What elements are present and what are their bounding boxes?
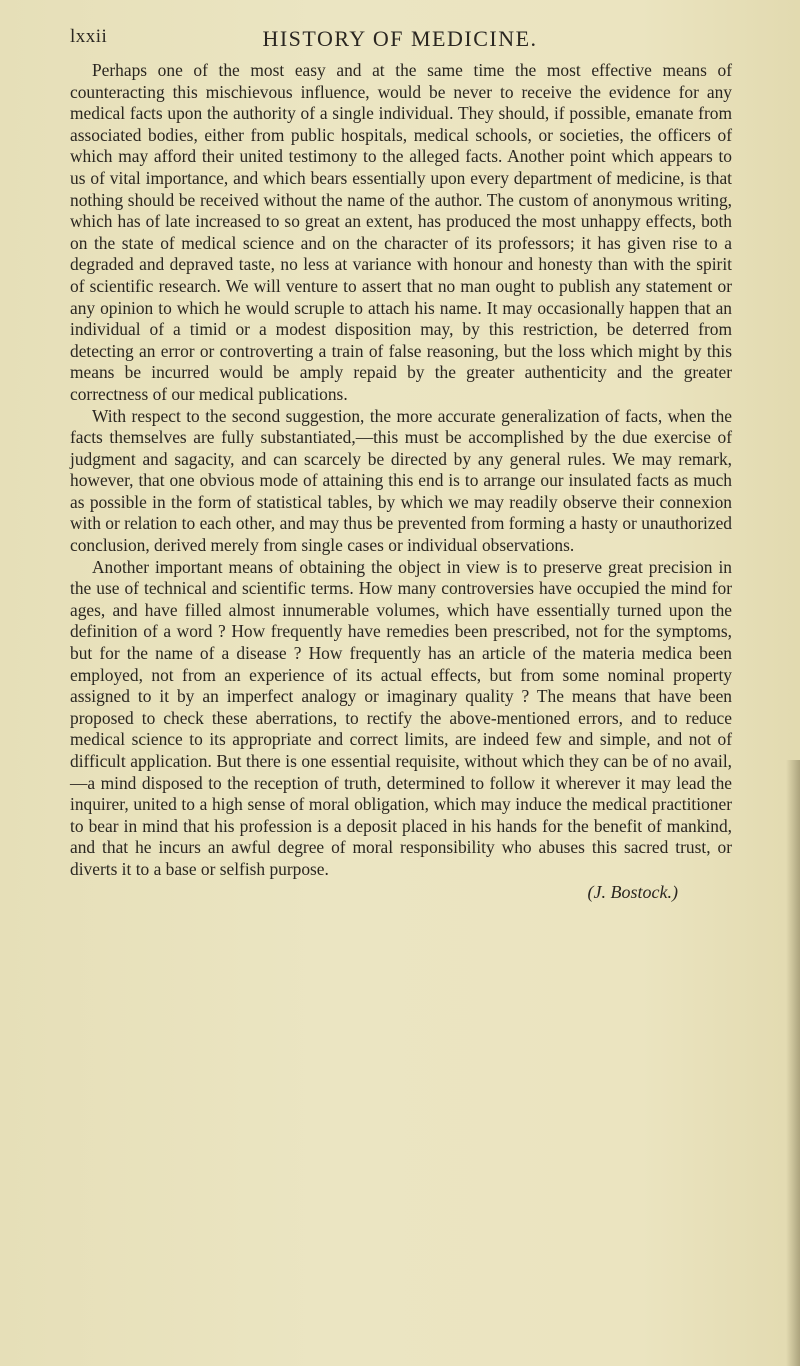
body-text bbox=[70, 60, 732, 903]
author-signature: (J. Bostock.) bbox=[587, 881, 678, 902]
running-head bbox=[70, 26, 730, 52]
paragraph: Perhaps one of the most easy and at the same time the most effective means of counteracting this mischievous influence, would be never to receive the evidence for any medical facts upon the authority of a single individual. They should, if possible, emanate from associated bodies, either from public hospitals, medical schools, or societies, the officers of which may afford their united testimony to the alleged facts. Another point which appears to us of vital importance, and which bears essentially upon every department of medicine, is that nothing should be received without the name of the author. The custom of anonymous writing, which has of late increased to so great an extent, has produced the most unhappy effects, both on the state of medical science and on the character of its professors; it has given rise to a degraded and depraved taste, no less at variance with honour and honesty than with the spirit of scientific research. We will venture to assert that no man ought to publish any statement or any opinion to which he would scruple to attach his name. It may occasionally happen that an individual of a timid or a modest disposition may, by this restriction, be deterred from detecting an error or controverting a train of false reasoning, but the loss which might by this means be incurred would be amply repaid by the greater authenticity and the greater correctness of our medical publications. bbox=[70, 60, 732, 404]
page-edge-shadow bbox=[786, 760, 800, 1366]
running-title: HISTORY OF MEDICINE. bbox=[262, 26, 538, 51]
paragraph: With respect to the second suggestion, the more accurate generalization of facts, when the facts themselves are fully substantiated,—this must be accomplished by the due exercise of judgment and sagacity, and can scarcely be directed by any general rules. We may remark, however, that one obvious mode of attaining this end is to arrange our insulated facts as much as possible in the form of statistical tables, by which we may readily observe their connexion with or relation to each other, and may thus be prevented from forming a hasty or unauthorized conclusion, derived merely from single cases or individual observations. bbox=[70, 405, 732, 556]
paragraph: Another important means of obtaining the object in view is to preserve great precision in the use of technical and scientific terms. How many controversies have occupied the mind for ages, and have filled almost innumerable volumes, which have essentially turned upon the definition of a word ? How frequently have remedies been prescribed, not for the symptoms, but for the name of a disease ? How frequently has an article of the materia medica been employed, not from an experience of its actual effects, but from some nominal property assigned to it by an imperfect analogy or imaginary quality ? The means that have been proposed to check these aberrations, to rectify the above-mentioned errors, and to reduce medical science to its appropriate and correct limits, are indeed few and simple, and not of difficult application. But there is one essential requisite, without which they can be of no avail,—a mind disposed to the reception of truth, determined to follow it wherever it may lead the inquirer, united to a high sense of moral obligation, which may induce the medical practitioner to bear in mind that his profession is a deposit placed in his hands for the benefit of mankind, and that he incurs an awful degree of moral responsibility who abuses this sacred trust, or diverts it to a base or selfish purpose. bbox=[70, 556, 732, 879]
page-number: lxxii bbox=[70, 26, 108, 47]
